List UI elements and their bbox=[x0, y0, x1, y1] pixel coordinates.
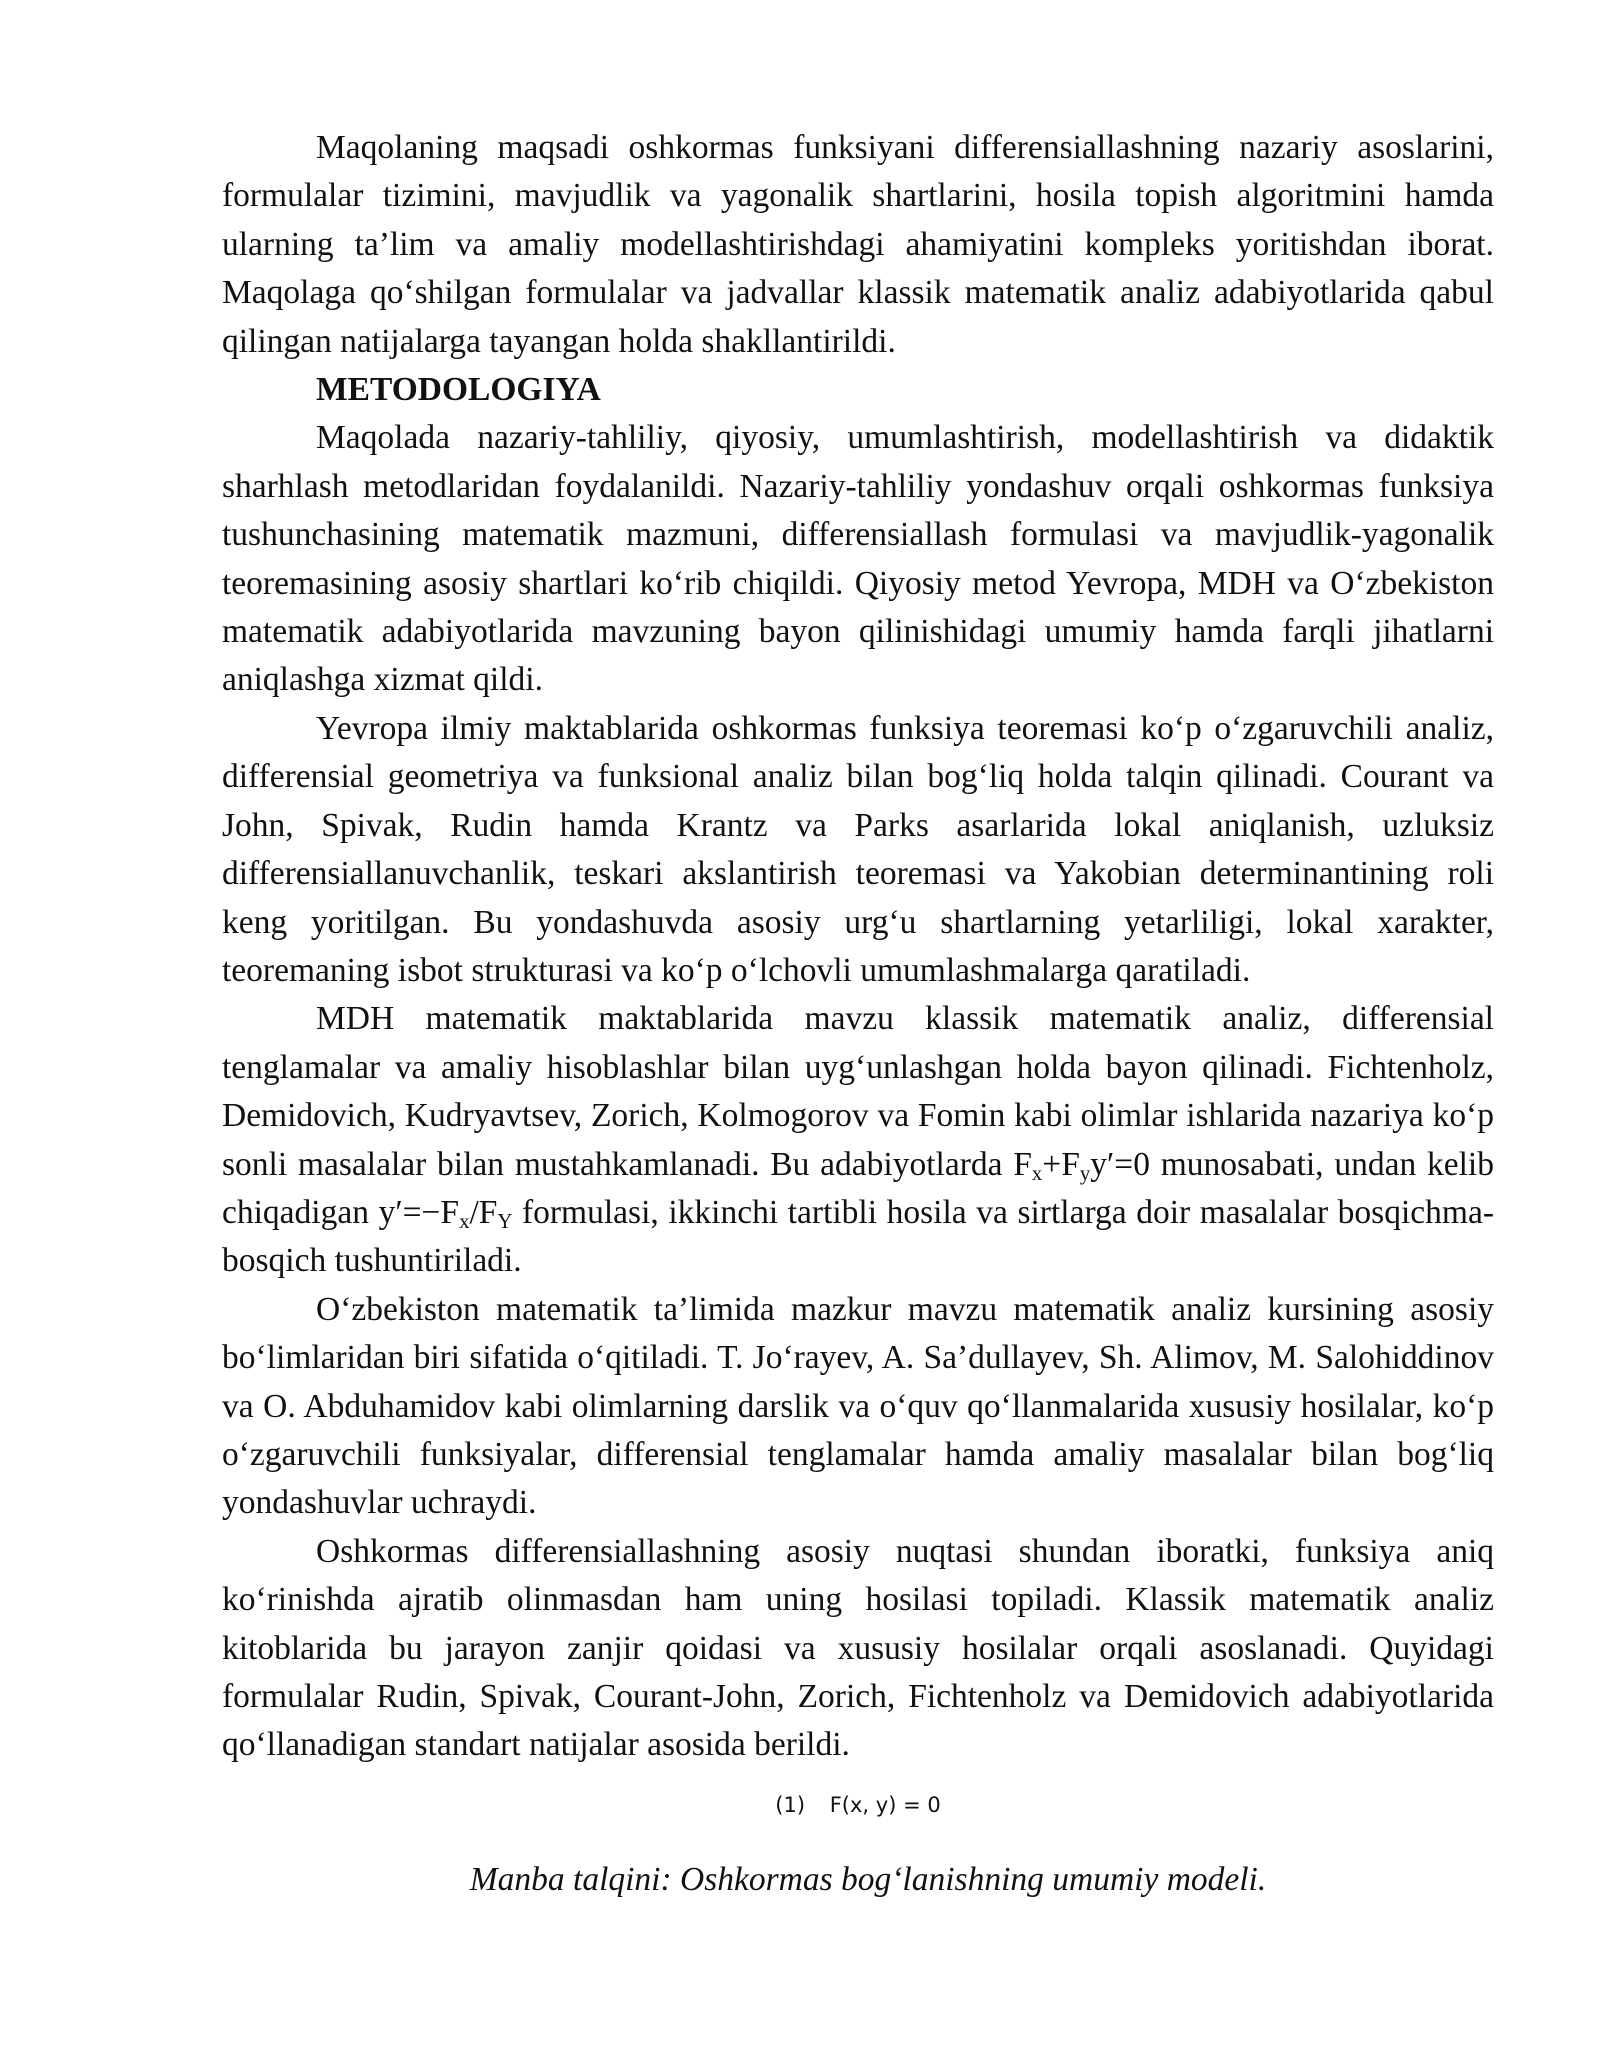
paragraph-uzbekistan: O‘zbekiston matematik ta’limida mazkur mavzu matematik analiz kursining asosiy bo‘limlaridan biri sifatida o‘qitiladi. T. Jo‘rayev, A. Sa’dullayev, Sh. Alimov, M. Salohiddinov va O. Abduhamidov kabi olimlarning darslik va o‘quv qo‘llanmalarida xususiy hosilalar, ko‘p o‘zgaruvchili funksiyalar, differensial tenglamalar hamda amaliy masalalar bilan bog‘liq yondashuvlar uchraydi. bbox=[222, 1290, 1494, 1522]
paragraph-european-schools: Yevropa ilmiy maktablarida oshkormas funksiya teoremasi ko‘p o‘zgaruvchili analiz, differensial geometriya va funksional analiz bilan bog‘liq holda talqin qilinadi. Courant va John, Spivak, Rudin hamda Krantz va Parks asarlarida lokal aniqlanish, uzluksiz differensiallanuvchanlik, teskari akslantirish teoremasi va Yakobian determinantining roli keng yoritilgan. Bu yondashuvda asosiy urg‘u shartlarning yetarliligi, lokal xarakter, teoremaning isbot strukturasi va ko‘p o‘lchovli umumlashmalarga qaratiladi. bbox=[222, 709, 1494, 989]
document-page bbox=[222, 124, 1494, 1904]
section-heading-methodology: METODOLOGIYA bbox=[316, 371, 601, 409]
equation-block bbox=[222, 1790, 1494, 1820]
equation-number: (1) bbox=[775, 1792, 806, 1817]
inline-formula-fx-fy: $F_x+F_yy'=0$ bbox=[1013, 1145, 1150, 1185]
paragraph-methods: Maqolada nazariy-tahliliy, qiyosiy, umumlashtirish, modellashtirish va didaktik sharhlash metodlaridan foydalanildi. Nazariy-tahliliy yondashuv orqali oshkormas funksiya tushunchasining matematik mazmuni, differensiallash formulasi va mavjudlik-yagonalik teoremasining asosiy shartlari ko‘rib chiqildi. Qiyosiy metod Yevropa, MDH va O‘zbekiston matematik adabiyotlarida mavzuning bayon qilinishidagi umumiy hamda farqli jihatlarni aniqlashga xizmat qildi. bbox=[222, 419, 1494, 699]
paragraph-cis-schools bbox=[222, 995, 1494, 1285]
paragraph-cis-tail: formulasi, ikkinchi tartibli hosila va sirtlarga doir masalalar bosqichma-bosqich tushuntiriladi. bbox=[222, 1193, 1494, 1280]
paragraph-purpose: Maqolaning maqsadi oshkormas funksiyani differensiallashning nazariy asoslarini, formulalar tizimini, mavjudlik va yagonalik shartlarini, hosila topish algoritmini hamda ularning ta’lim va amaliy modellashtirishdagi ahamiyatini kompleks yoritishdan iborat. Maqolaga qo‘shilgan formulalar va jadvallar klassik matematik analiz adabiyotlarida qabul qilingan natijalarga tayangan holda shakllantirildi. bbox=[222, 129, 1494, 360]
paragraph-cis-between: munosabati, undan kelib chiqadigan bbox=[222, 1145, 1494, 1231]
paragraph-implicit-differentiation: Oshkormas differensiallashning asosiy nuqtasi shundan iboratki, funksiya aniq ko‘rinishda ajratib olinmasdan ham uning hosilasi topiladi. Klassik matematik analiz kitoblarida bu jarayon zanjir qoidasi va xususiy hosilalar orqali asoslanadi. Quyidagi formulalar Rudin, Spivak, Courant-John, Zorich, Fichtenholz va Demidovich adabiyotlarida qo‘llanadigan standart natijalar asosida berildi. bbox=[222, 1532, 1494, 1764]
equation-expression: F(x, y) = 0 bbox=[829, 1792, 941, 1817]
paragraph-cis-text: MDH matematik maktablarida mavzu klassik matematik analiz, differensial tenglamalar va amaliy hisoblashlar bilan uyg‘unlashgan holda bayon qilinadi. Fichtenholz, Demidovich, Kudryavtsev, Zorich, Kolmogorov va Fomin kabi olimlar ishlarida nazariya ko‘p sonli masalalar bilan mustahkamlanadi. Bu adabiyotlarda bbox=[222, 1000, 1494, 1183]
equation-caption: Manba talqini: Oshkormas bog‘lanishning umumiy modeli. bbox=[469, 1860, 1267, 1898]
inline-formula-derivative: $y'=-F_x/F_Y$ bbox=[378, 1193, 513, 1234]
